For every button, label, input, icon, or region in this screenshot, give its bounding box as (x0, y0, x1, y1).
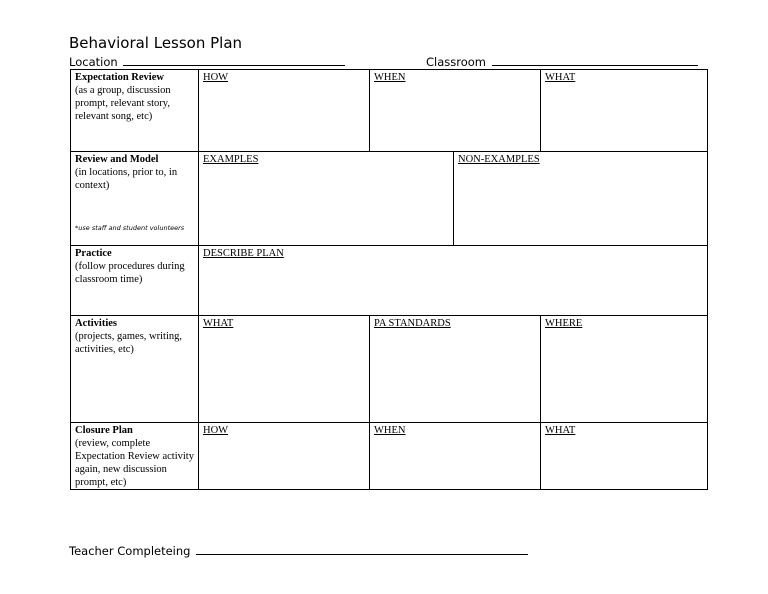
cell-expectation-when[interactable] (370, 70, 541, 152)
staff-note: *use staff and student volunteers (75, 224, 185, 232)
cell-activities-what[interactable] (199, 316, 370, 423)
cell-activities-where[interactable] (541, 316, 707, 423)
row-header-activities (71, 316, 199, 423)
location-line (69, 55, 345, 69)
cell-closure-how[interactable] (199, 423, 370, 489)
row-header-closure-plan (71, 423, 199, 489)
row-description: (in locations, prior to, in context) (75, 167, 178, 191)
column-header: DESCRIBE PLAN (203, 248, 284, 259)
teacher-label: Teacher Completeing (69, 544, 191, 558)
column-header: EXAMPLES (203, 154, 259, 165)
row-header-practice (71, 246, 199, 316)
classroom-blank[interactable] (492, 55, 698, 66)
column-header: WHAT (545, 72, 576, 83)
teacher-line (69, 544, 528, 558)
row-header-expectation-review (71, 70, 199, 152)
row-header-review-and-model (71, 152, 199, 246)
row-title: Review and Model (75, 154, 159, 165)
column-header: WHAT (203, 318, 234, 329)
column-header: HOW (203, 425, 229, 436)
cell-expectation-what[interactable] (541, 70, 707, 152)
teacher-blank[interactable] (196, 544, 528, 555)
classroom-label: Classroom (426, 55, 487, 69)
classroom-line (426, 55, 698, 69)
row-description: (projects, games, writing, activities, etc) (75, 331, 183, 355)
lesson-plan-table (70, 69, 708, 490)
location-blank[interactable] (123, 55, 345, 66)
cell-review-examples[interactable] (199, 152, 454, 246)
page-title: Behavioral Lesson Plan (69, 34, 243, 52)
location-label: Location (69, 55, 118, 69)
row-title: Closure Plan (75, 425, 133, 436)
row-description: (follow procedures during classroom time) (75, 261, 185, 285)
column-header: WHEN (374, 425, 406, 436)
row-description: (as a group, discussion prompt, relevant story, relevant song, etc) (75, 85, 171, 122)
row-title: Expectation Review (75, 72, 164, 83)
cell-closure-when[interactable] (370, 423, 541, 489)
column-header: PA STANDARDS (374, 318, 451, 329)
column-header: WHERE (545, 318, 583, 329)
column-header: WHEN (374, 72, 406, 83)
column-header: NON-EXAMPLES (458, 154, 540, 165)
column-header: WHAT (545, 425, 576, 436)
cell-closure-what[interactable] (541, 423, 707, 489)
cell-review-non-examples[interactable] (454, 152, 707, 246)
cell-practice-describe-plan[interactable] (199, 246, 707, 316)
row-title: Activities (75, 318, 117, 329)
column-header: HOW (203, 72, 229, 83)
cell-expectation-how[interactable] (199, 70, 370, 152)
row-description: (review, complete Expectation Review activity again, new discussion prompt, etc) (75, 438, 194, 488)
cell-activities-pa-standards[interactable] (370, 316, 541, 423)
row-title: Practice (75, 248, 112, 259)
